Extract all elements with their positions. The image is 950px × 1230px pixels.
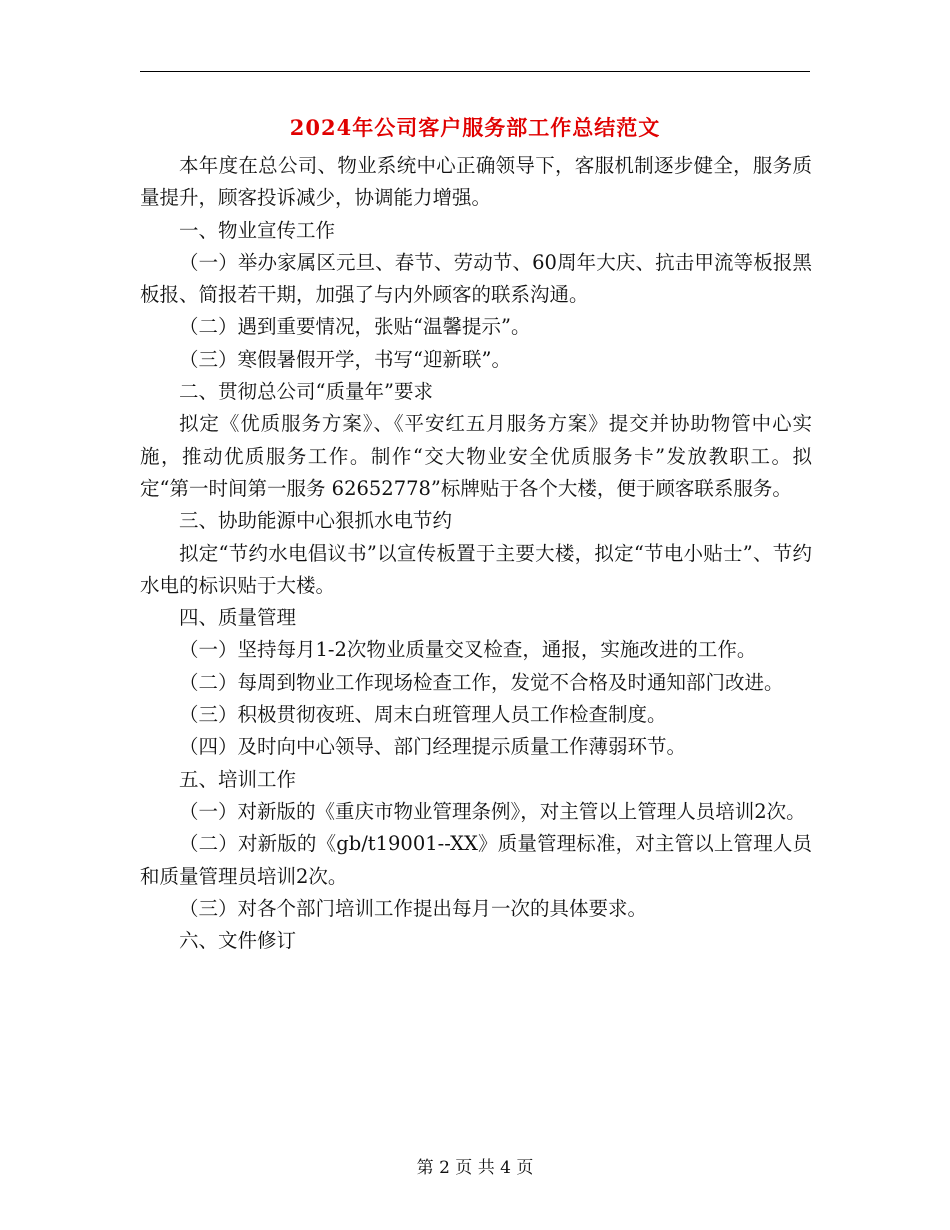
paragraph: （一）坚持每月1-2次物业质量交叉检查，通报，实施改进的工作。 bbox=[179, 638, 757, 662]
page-number: 第 2 页 共 4 页 bbox=[416, 1158, 534, 1178]
paragraph: （二）对新版的《gb/t19001--XX》质量管理标准，对主管以上管理人员和质量管理员培训2次。 bbox=[140, 832, 812, 888]
section-heading: 五、培训工作 bbox=[179, 767, 297, 791]
paragraph: 本年度在总公司、物业系统中心正确领导下，客服机制逐步健全，服务质量提升，顾客投诉减少，协调能力增强。 bbox=[140, 154, 812, 210]
paragraph: （三）对各个部门培训工作提出每月一次的具体要求。 bbox=[179, 896, 648, 920]
section-heading: 二、贯彻总公司“质量年”要求 bbox=[179, 380, 433, 404]
paragraph: （二）每周到物业工作现场检查工作，发觉不合格及时通知部门改进。 bbox=[179, 670, 784, 694]
section-heading: 四、质量管理 bbox=[179, 606, 297, 630]
paragraph: （一）举办家属区元旦、春节、劳动节、60周年大庆、抗击甲流等板报黑板报、简报若干期，加强了与内外顾客的联系沟通。 bbox=[140, 250, 812, 307]
section-heading: 六、文件修订 bbox=[179, 929, 297, 953]
document-title: 2024年公司客户服务部工作总结范文 bbox=[289, 115, 661, 140]
header-rule bbox=[140, 71, 810, 72]
paragraph: （三）寒假暑假开学，书写“迎新联”。 bbox=[179, 347, 511, 371]
paragraph: （一）对新版的《重庆市物业管理条例》，对主管以上管理人员培训2次。 bbox=[179, 799, 806, 823]
paragraph: （四）及时向中心领导、部门经理提示质量工作薄弱环节。 bbox=[179, 735, 687, 759]
paragraph: 拟定《优质服务方案》、《平安红五月服务方案》提交并协助物管中心实施，推动优质服务工作。制作“交大物业安全优质服务卡”发放教职工。拟定“第一时间第一服务 62652778”标牌贴于各个大楼，便于顾客联系服务。 bbox=[140, 412, 812, 500]
section-heading: 一、物业宣传工作 bbox=[179, 218, 336, 242]
paragraph: （三）积极贯彻夜班、周末白班管理人员工作检查制度。 bbox=[179, 703, 667, 727]
paragraph: 拟定“节约水电倡议书”以宣传板置于主要大楼，拟定“节电小贴士”、节约水电的标识贴于大楼。 bbox=[140, 541, 812, 597]
paragraph: （二）遇到重要情况，张贴“温馨提示”。 bbox=[179, 315, 531, 339]
section-heading: 三、协助能源中心狠抓水电节约 bbox=[179, 509, 453, 533]
document-body bbox=[140, 150, 812, 957]
